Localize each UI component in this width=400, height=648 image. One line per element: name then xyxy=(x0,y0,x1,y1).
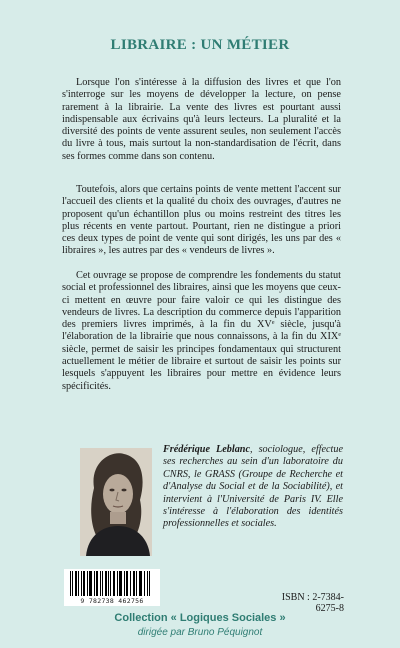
paragraph-2-text: Toutefois, alors que certains points de vente mettent l'accent sur l'accueil des clients et la qualité du choix des ouvrages, d'autres ne proposent qu'un échantillon plus ou moins restreint des titres les plus récents en vente partout. Pourtant, rien ne distingue a priori ces deux types de point de vente qui sont dirigés, les uns par des « libraires », les autres par des « vendeurs de livres ». xyxy=(62,184,341,257)
paragraph-3-text: Cet ouvrage se propose de comprendre les fondements du statut social et professionnel des libraires, ainsi que les moyens que ceux-ci mettent en œuvre pour faire valoir ce qui les distingue des vendeurs de livres. La description du commerce depuis l'apparition des premiers livres imprimés, à la fin du XVᵉ siècle, jusqu'à l'élaboration de la librairie que nous connaissons, à la fin du XIXᵉ siècle, permet de saisir les principes fondamentaux qui structurent actuellement le métier de libraire et surtout de saisir les points sur lesquels s'appuyent les libraires pour mettre en évidence leurs spécificités. xyxy=(62,270,341,392)
collection-name: Collection « Logiques Sociales » xyxy=(114,612,286,624)
collection-director: dirigée par Bruno Péquignot xyxy=(137,627,263,638)
author-bio-text: , sociologue, effectue ses recherches au sein d'un laboratoire du CNRS, le GRASS (Groupe de Recherche et d'Analyse du Social et de la Sociabilité), et intervient à l'Université de Paris IV. Elle s'intéresse à l'élaboration des identités professionnelles et sociales. xyxy=(163,444,343,530)
paragraph-3 xyxy=(62,270,341,393)
paragraph-2 xyxy=(62,184,341,258)
author-bio xyxy=(163,444,343,531)
author-photo xyxy=(80,448,152,556)
paragraph-1 xyxy=(62,77,341,163)
author-name: Frédérique Leblanc xyxy=(163,444,250,455)
book-title: LIBRAIRE : UN MÉTIER xyxy=(110,37,290,53)
barcode-number: 9 782738 462756 xyxy=(64,596,160,606)
paragraph-1-text: Lorsque l'on s'intéresse à la diffusion des livres et que l'on s'interroge sur les moyens de développer la lecture, on pense rarement à la librairie. La vente des livres est pourtant aussi indispensable aux écrivains qu'à leurs lecteurs. La pluralité et la diversité des points de vente assurent seules, non seulement l'accès du livre à tous, mais surtout la non-standardisation de l'écrit, dans ses formes comme dans son contenu. xyxy=(62,77,341,162)
isbn: ISBN : 2-7384-6275-8 xyxy=(281,592,344,614)
author-portrait-image xyxy=(80,448,152,556)
